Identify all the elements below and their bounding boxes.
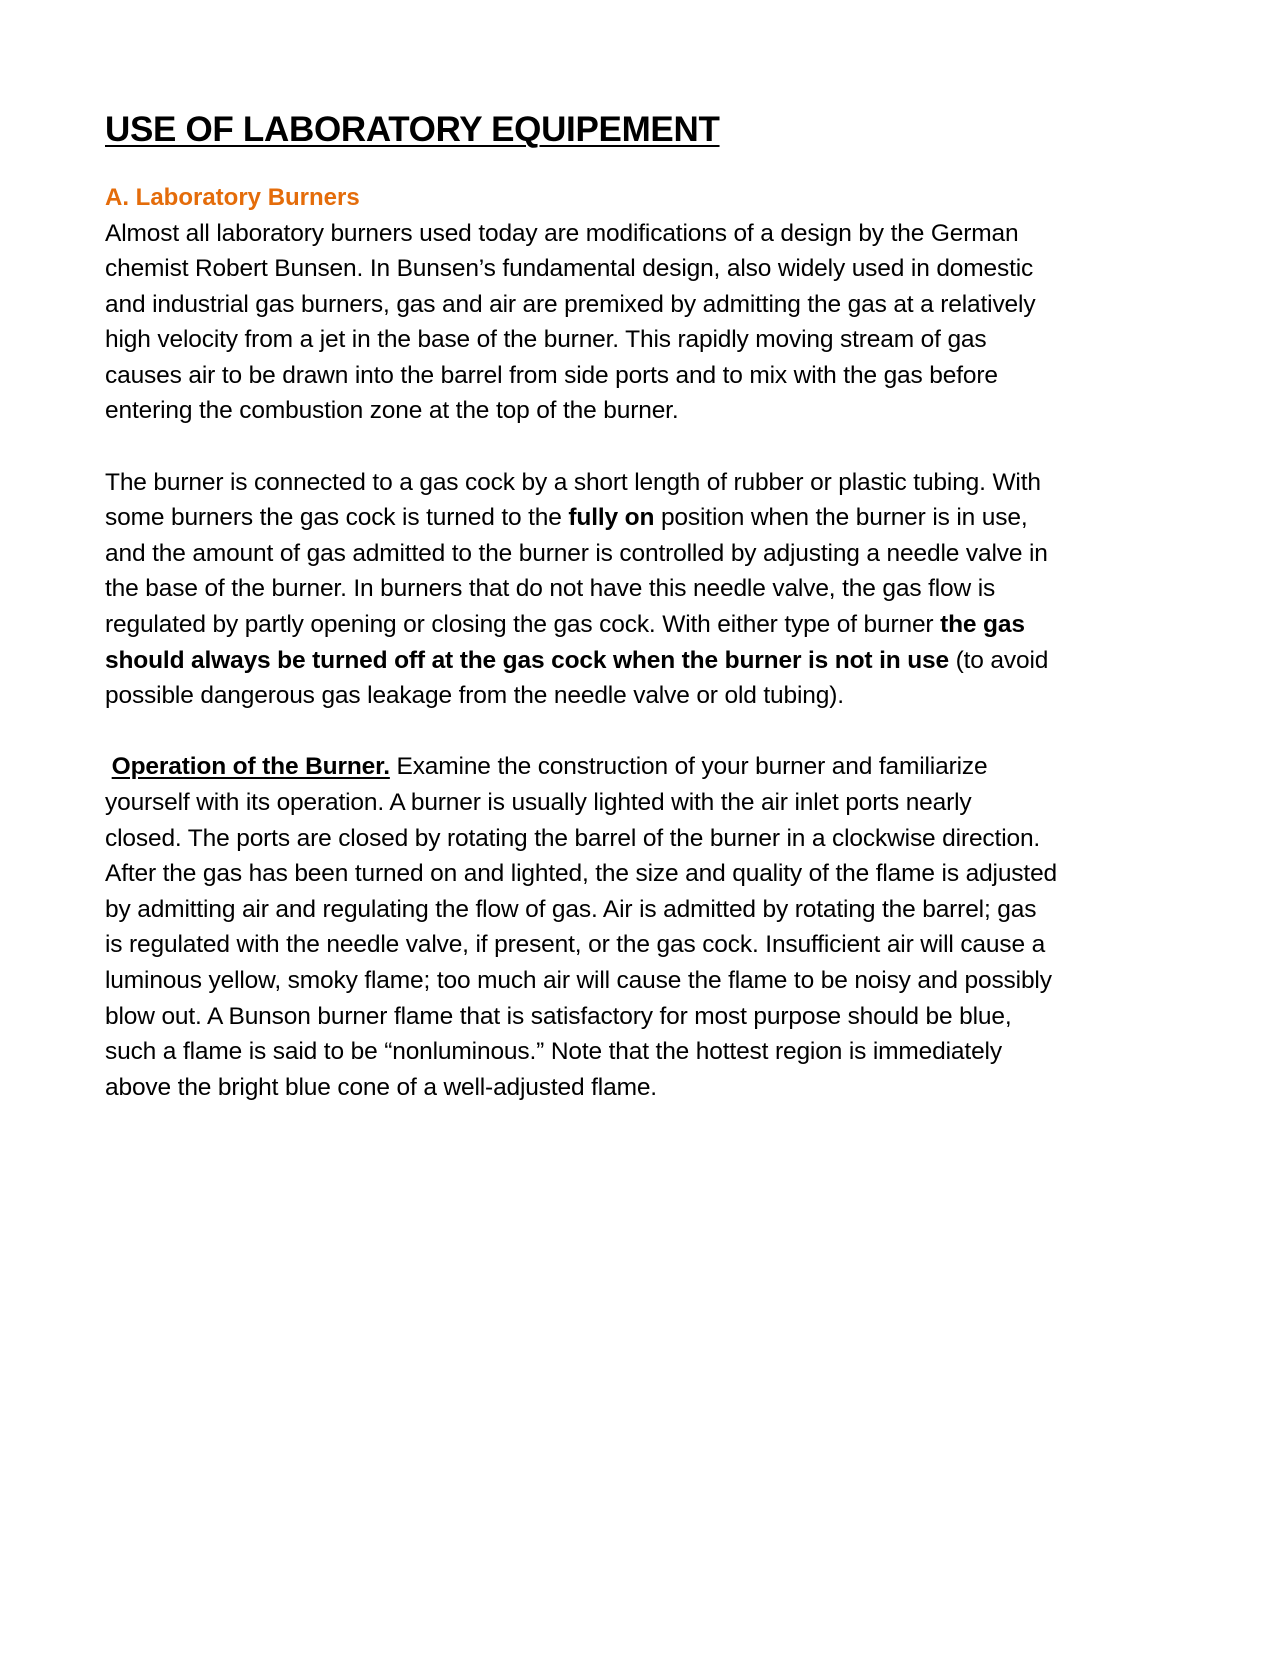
paragraph-line — [105, 607, 1185, 643]
text-run: some burners the gas cock is turned to the — [105, 504, 569, 532]
paragraph-line — [105, 643, 1185, 679]
paragraph-spacer — [105, 429, 1185, 465]
paragraph-line: above the bright blue cone of a well-adjusted flame. — [105, 1073, 657, 1101]
paragraph-line: luminous yellow, smoky flame; too much air will cause the flame to be noisy and possibly — [105, 966, 1052, 994]
subheading-operation-of-the-burner: Operation of the Burner. — [111, 753, 390, 781]
paragraph-spacer — [105, 714, 1185, 750]
text-run: Examine the construction of your burner and familiarize — [389, 753, 988, 781]
paragraph-line — [105, 749, 1185, 785]
emphasis-warning: the gas — [940, 611, 1025, 639]
text-run: position when the burner is in use, — [654, 504, 1028, 532]
paragraph-operation-of-burner — [105, 749, 1185, 1105]
paragraph-line: closed. The ports are closed by rotating the barrel of the burner in a clockwise direction. — [105, 824, 1041, 852]
paragraph-line: and industrial gas burners, gas and air are premixed by admitting the gas at a relatively — [105, 290, 1036, 318]
paragraph-bunsen-design — [105, 216, 1185, 430]
paragraph-line: After the gas has been turned on and lighted, the size and quality of the flame is adjusted — [105, 860, 1058, 888]
paragraph-line: chemist Robert Bunsen. In Bunsen’s fundamental design, also widely used in domestic — [105, 255, 1034, 283]
paragraph-line: is regulated with the needle valve, if present, or the gas cock. Insufficient air will cause a — [105, 931, 1046, 959]
paragraph-line: possible dangerous gas leakage from the needle valve or old tubing). — [105, 682, 844, 710]
paragraph-line: by admitting air and regulating the flow of gas. Air is admitted by rotating the barrel; gas — [105, 895, 1037, 923]
paragraph-line: high velocity from a jet in the base of the burner. This rapidly moving stream of gas — [105, 326, 987, 354]
paragraph-line: the base of the burner. In burners that do not have this needle valve, the gas flow is — [105, 575, 996, 603]
paragraph-line: entering the combustion zone at the top of the burner. — [105, 397, 679, 425]
paragraph-line: yourself with its operation. A burner is usually lighted with the air inlet ports nearly — [105, 789, 972, 816]
document-page — [105, 104, 1185, 1105]
document-title: USE OF LABORATORY EQUIPEMENT — [105, 110, 720, 149]
paragraph-line: blow out. A Bunson burner flame that is satisfactory for most purpose should be blue, — [105, 1002, 1012, 1030]
emphasis-warning: should always be turned off at the gas cock when the burner is not in use — [105, 646, 949, 674]
paragraph-line: Almost all laboratory burners used today are modifications of a design by the German — [105, 219, 1019, 247]
text-run: (to avoid — [948, 646, 1049, 674]
paragraph-line: such a flame is said to be “nonluminous.” Note that the hottest region is immediately — [105, 1038, 1002, 1066]
paragraph-gas-cock — [105, 465, 1185, 714]
section-heading-laboratory-burners: A. Laboratory Burners — [105, 184, 360, 211]
paragraph-line: causes air to be drawn into the barrel from side ports and to mix with the gas before — [105, 361, 998, 389]
emphasis-fully-on: fully on — [568, 504, 655, 532]
text-run: regulated by partly opening or closing the gas cock. With either type of burner — [105, 611, 941, 639]
paragraph-line: and the amount of gas admitted to the burner is controlled by adjusting a needle valve in — [105, 539, 1048, 567]
paragraph-line: The burner is connected to a gas cock by a short length of rubber or plastic tubing. With — [105, 468, 1041, 496]
paragraph-line — [105, 500, 1185, 536]
